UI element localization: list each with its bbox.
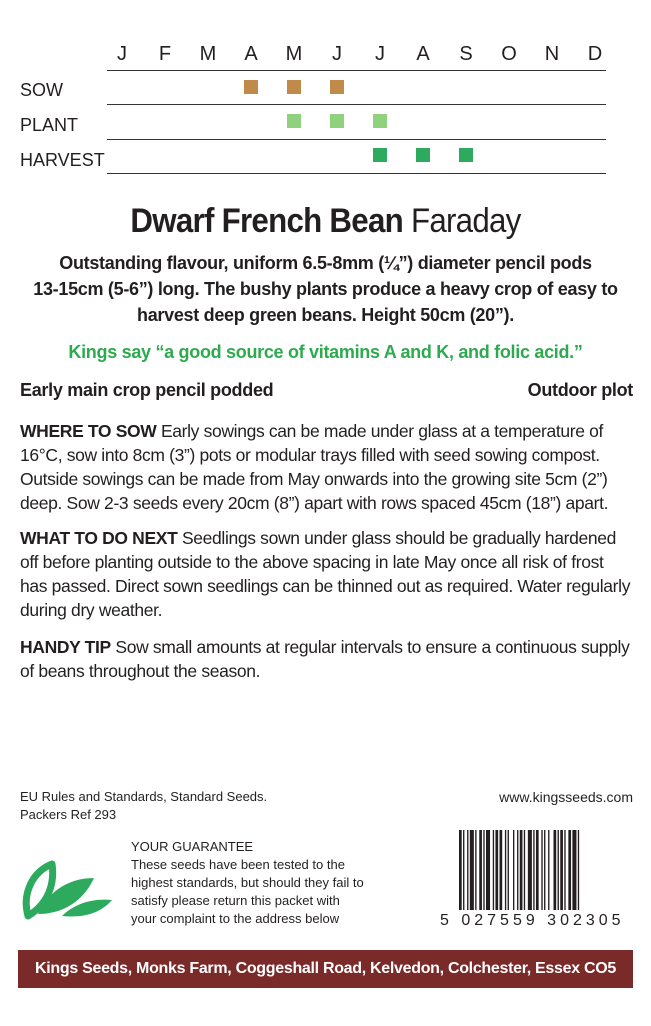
section-heading: WHAT TO DO NEXT — [20, 528, 178, 548]
section-text: Seedlings sown under glass should be gradually hardened off before planting outside to the above spacing in late May once all risk of frost has passed. Direct sown seedlings can be thinned out as required. Water regularly during dry weather. — [20, 528, 631, 620]
guarantee-block — [131, 838, 431, 928]
month-label: J — [332, 43, 342, 65]
calendar-marker-harvest — [459, 148, 473, 162]
description-line: harvest deep green beans. Height 50cm (20”). — [137, 305, 514, 325]
section-text: Early sowings can be made under glass at a temperature of 16°C, sow into 8cm (3”) pots or modular trays filled with seed sowing compost. Outside sowings can be made from May onwards into the growing site 5cm (2”) deep. Sow 2-3 seeds every 20cm (8”) apart with rows spaced 45cm (18”) apart. — [20, 421, 609, 513]
legal-line: EU Rules and Standards, Standard Seeds. — [20, 789, 268, 804]
row-label-harvest: HARVEST — [20, 150, 105, 170]
company-address-footer: Kings Seeds, Monks Farm, Coggeshall Road, Kelvedon, Colchester, Essex CO5 9PG — [18, 950, 633, 988]
section-heading: WHERE TO SOW — [20, 421, 157, 441]
month-label: M — [199, 43, 217, 65]
month-label: M — [285, 43, 303, 65]
leaf-logo-icon — [22, 858, 114, 920]
calendar-marker-sow — [287, 80, 301, 94]
barcode-number: 5 027559 302305 — [440, 912, 625, 929]
calendar-marker-sow — [244, 80, 258, 94]
month-label: O — [501, 43, 517, 65]
row-label-plant: PLANT — [20, 115, 79, 135]
plot-type: Outdoor plot — [527, 380, 633, 400]
section-heading: HANDY TIP — [20, 637, 111, 657]
month-label: J — [117, 43, 127, 65]
product-title — [26, 202, 625, 241]
guarantee-line: highest standards, but should they fail to — [131, 875, 364, 890]
handy-tip-section — [20, 635, 632, 683]
calendar-divider — [107, 104, 606, 105]
calendar-marker-plant — [330, 114, 344, 128]
month-label: D — [587, 43, 603, 65]
row-label-sow: SOW — [20, 80, 63, 100]
website-link[interactable]: www.kingsseeds.com — [499, 789, 633, 805]
month-label: A — [244, 43, 258, 65]
calendar-divider — [107, 139, 606, 140]
guarantee-line: satisfy please return this packet with — [131, 893, 340, 908]
legal-info — [20, 788, 267, 824]
product-description — [10, 250, 641, 328]
month-label: F — [158, 43, 172, 65]
calendar-divider — [107, 70, 606, 71]
calendar-marker-plant — [373, 114, 387, 128]
description-line: Outstanding flavour, uniform 6.5-8mm (¼”) diameter pencil pods — [59, 253, 592, 273]
guarantee-line: your complaint to the address below — [131, 911, 340, 926]
calendar-divider — [107, 173, 606, 174]
where-to-sow-section — [20, 419, 632, 515]
month-label: J — [375, 43, 385, 65]
legal-line: Packers Ref 293 — [20, 807, 117, 822]
guarantee-heading: YOUR GUARANTEE — [131, 839, 254, 854]
month-label: A — [416, 43, 430, 65]
calendar-marker-harvest — [416, 148, 430, 162]
description-line: 13-15cm (5-6”) long. The bushy plants produce a heavy crop of easy to — [33, 279, 618, 299]
barcode-icon — [457, 830, 632, 920]
what-to-do-next-section — [20, 526, 632, 622]
crop-type: Early main crop pencil podded — [20, 380, 274, 400]
section-text: Sow small amounts at regular intervals to ensure a continuous supply of beans throughout the season. — [20, 637, 630, 681]
calendar-marker-plant — [287, 114, 301, 128]
guarantee-line: These seeds have been tested to the — [131, 857, 345, 872]
product-variety: Faraday — [410, 202, 521, 240]
product-name: Dwarf French Bean — [130, 202, 403, 240]
kings-quote: Kings say “a good source of vitamins A and K, and folic acid.” — [68, 342, 583, 362]
calendar-marker-harvest — [373, 148, 387, 162]
calendar-marker-sow — [330, 80, 344, 94]
month-label: N — [544, 43, 560, 65]
month-label: S — [459, 43, 473, 65]
